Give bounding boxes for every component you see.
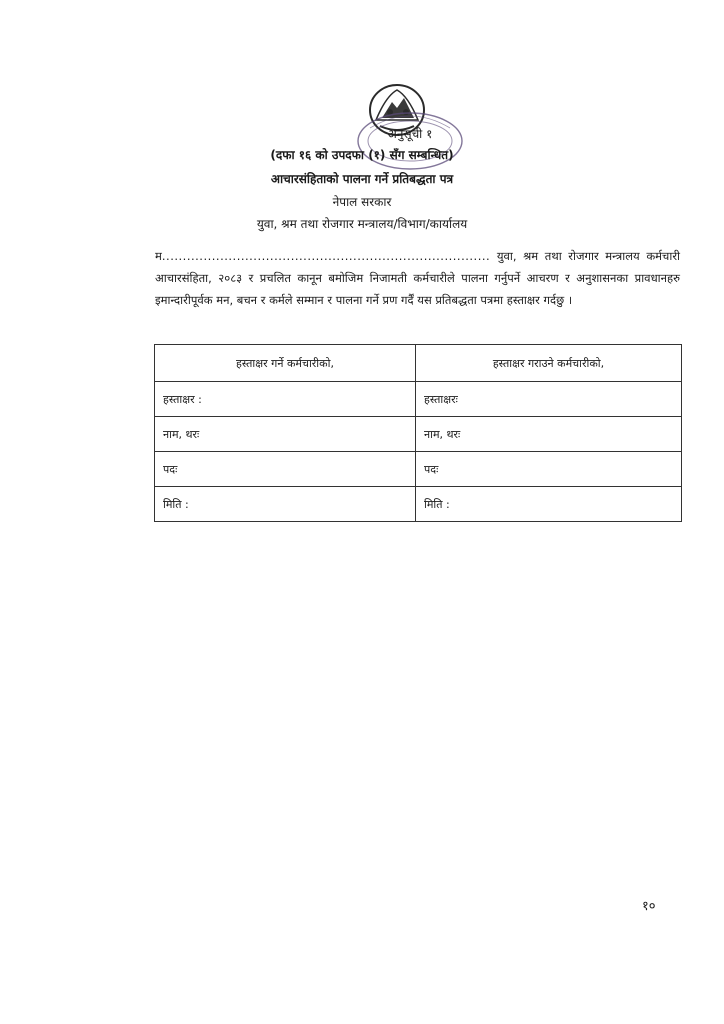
ministry-name: युवा, श्रम तथा रोजगार मन्त्रालय/विभाग/कार्यालय	[256, 217, 468, 231]
header-witness-employee: हस्ताक्षर गराउने कर्मचारीको,	[416, 345, 682, 382]
annex-label: अनुसूची १	[387, 127, 433, 141]
post-field-left: पदः	[155, 452, 416, 487]
date-field-right: मिति :	[416, 487, 682, 522]
signature-field-left: हस्ताक्षर :	[155, 382, 416, 417]
document-title: आचारसंहिताको पालना गर्ने प्रतिबद्धता पत्र	[270, 172, 454, 186]
table-row	[155, 452, 682, 487]
table-header-row	[155, 345, 682, 382]
name-blank-dots: ...............................................................................	[161, 249, 491, 263]
table-row	[155, 382, 682, 417]
name-field-right: नाम, थरः	[416, 417, 682, 452]
section-reference: (दफा १६ को उपदफा (१) सँग सम्बन्धित)	[270, 148, 454, 162]
signature-field-right: हस्ताक्षरः	[416, 382, 682, 417]
pronoun-prefix: म	[155, 249, 162, 263]
table-row	[155, 417, 682, 452]
page-number: १०	[642, 899, 656, 914]
name-field-left: नाम, थरः	[155, 417, 416, 452]
table-row	[155, 487, 682, 522]
header-signing-employee: हस्ताक्षर गर्ने कर्मचारीको,	[155, 345, 416, 382]
date-field-left: मिति :	[155, 487, 416, 522]
commitment-text: युवा, श्रम तथा रोजगार मन्त्रालय कर्मचारी आचारसंहिता, २०८३ र प्रचलित कानून बमोजिम निजामती कर्मचारीले पालना गर्नुपर्ने आचरण र अनुशासनका प्रावधानहरु इमान्दारीपूर्वक मन, बचन र कर्मले सम्मान र पालना गर्ने प्रण गर्दैं यस प्रतिबद्धता पत्रमा हस्ताक्षर गर्दछु ।	[155, 249, 681, 307]
government-name: नेपाल सरकार	[332, 195, 392, 209]
post-field-right: पदः	[416, 452, 682, 487]
commitment-paragraph	[155, 245, 680, 311]
signature-table	[154, 344, 682, 522]
